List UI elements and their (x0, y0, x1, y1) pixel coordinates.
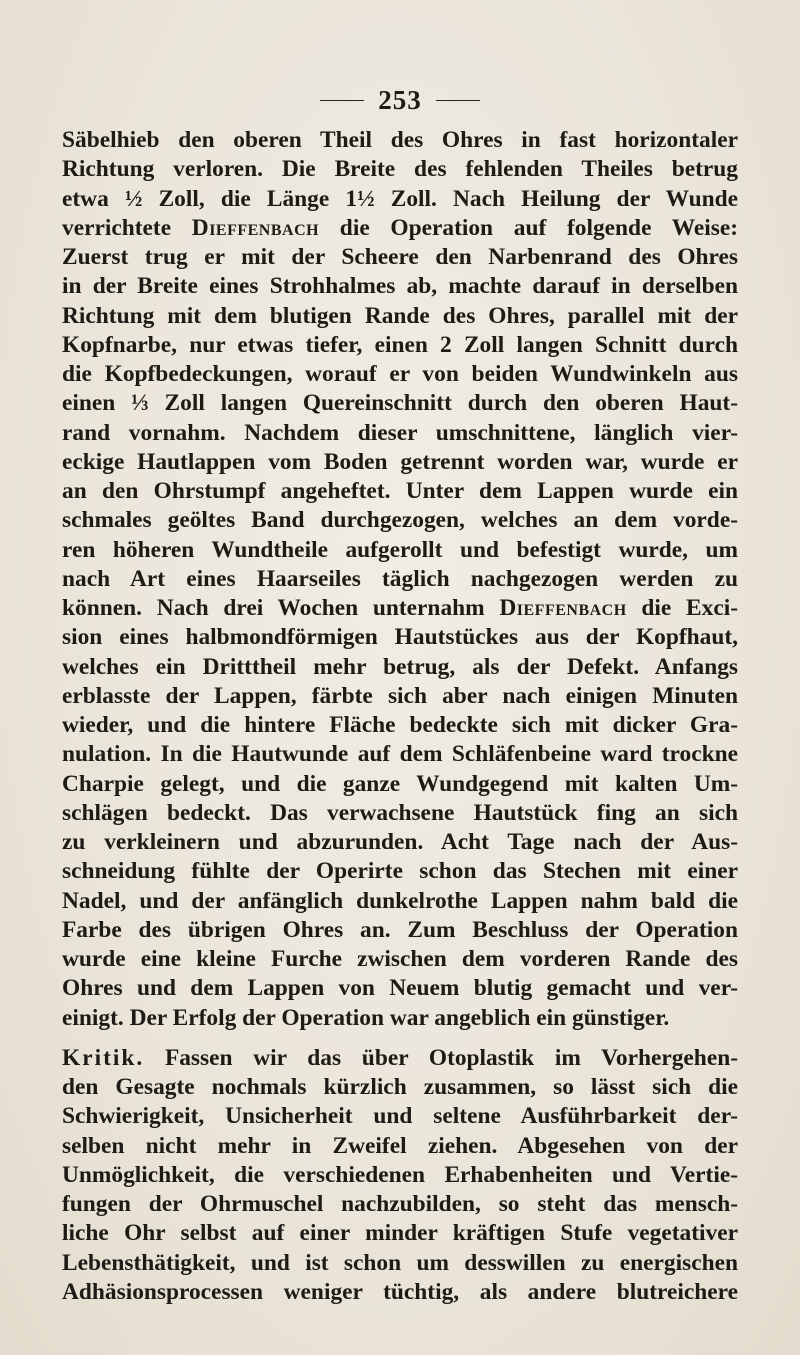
line-text: schlägen bedeckt. Das verwachsene Hautstück fing an sich (62, 799, 738, 826)
text-line (62, 243, 738, 272)
text-line (62, 974, 738, 1003)
text-line (62, 1044, 738, 1073)
line-text: an den Ohrstumpf angeheftet. Unter dem Lappen wurde ein (62, 478, 738, 504)
line-text: verrichtete (62, 214, 192, 241)
text-line (62, 799, 738, 828)
text-line (62, 1102, 738, 1131)
line-text: Schwierigkeit, Unsicherheit und seltene Ausführbarkeit der- (62, 1103, 738, 1130)
text-line (62, 272, 738, 301)
line-text: nach Art eines Haarseiles täglich nachgezogen werden zu (62, 565, 738, 592)
line-text: Farbe des übrigen Ohres an. Zum Beschluss der Operation (62, 916, 738, 943)
text-line (62, 711, 738, 740)
text-line (62, 828, 738, 857)
text-line (62, 857, 738, 886)
author-name: Dieffenbach (191, 214, 320, 241)
header-rule-right (436, 100, 480, 101)
line-text: etwa ½ Zoll, die Länge 1½ Zoll. Nach Heilung der Wunde (62, 185, 738, 212)
text-line (62, 214, 738, 243)
text-line (62, 770, 738, 799)
line-text: Ohres und dem Lappen von Neuem blutig gemacht und ver- (62, 975, 738, 1002)
text-line (62, 1132, 738, 1161)
line-text: Zuerst trug er mit der Scheere den Narbenrand des Ohres (62, 244, 738, 270)
section-heading: Kritik. (62, 1044, 145, 1071)
line-text: Kopfnarbe, nur etwas tiefer, einen 2 Zoll langen Schnitt durch (62, 331, 738, 358)
text-line (62, 331, 738, 360)
line-text: rand vornahm. Nachdem dieser umschnittene, länglich vier- (62, 419, 738, 446)
line-text: zu verkleinern und abzurunden. Acht Tage nach der Aus- (62, 829, 738, 855)
text-line (62, 916, 738, 945)
line-text: in der Breite eines Strohhalmes ab, machte darauf in derselben (62, 273, 738, 300)
line-text: wieder, und die hintere Fläche bedeckte sich mit dicker Gra- (62, 712, 738, 738)
page-header (0, 80, 800, 120)
line-text: Adhäsionsprocessen weniger tüchtig, als andere blutreichere (62, 1278, 738, 1305)
text-line (62, 1249, 738, 1278)
text-line (62, 185, 738, 214)
author-name: Dieffenbach (499, 595, 627, 621)
text-line (62, 594, 738, 623)
line-text: Fassen wir das über Otoplastik im Vorhergehen- (144, 1044, 738, 1071)
text-line (62, 419, 738, 448)
text-line (62, 302, 738, 331)
text-line (62, 682, 738, 711)
text-line (62, 1004, 738, 1033)
text-line (62, 1278, 738, 1307)
text-line (62, 477, 738, 506)
text-line (62, 1190, 738, 1219)
line-text: fungen der Ohrmuschel nachzubilden, so steht das mensch- (62, 1191, 738, 1217)
line-text: den Gesagte nochmals kürzlich zusammen, so lässt sich die (62, 1074, 738, 1100)
text-line (62, 1219, 738, 1248)
line-text: die Operation auf folgende Weise: (319, 214, 738, 241)
line-text: erblasste der Lappen, färbte sich aber nach einigen Minuten (62, 682, 738, 709)
line-text: schneidung fühlte der Operirte schon das Stechen mit einer (62, 858, 738, 885)
text-line (62, 389, 738, 418)
text-line (62, 945, 738, 974)
header-rule-left (320, 100, 364, 101)
line-text: einen ⅓ Zoll langen Quereinschnitt durch den oberen Haut- (62, 390, 738, 417)
text-line (62, 448, 738, 477)
line-text: Richtung mit dem blutigen Rande des Ohres, parallel mit der (62, 302, 738, 329)
text-line (62, 623, 738, 652)
text-line (62, 155, 738, 184)
line-text: können. Nach drei Wochen unternahm (62, 595, 500, 621)
line-text: Säbelhieb den oberen Theil des Ohres in fast horizontaler (62, 127, 738, 153)
text-line (62, 506, 738, 535)
text-line (62, 1073, 738, 1102)
line-text: welches ein Dritttheil mehr betrug, als der Defekt. Anfangs (62, 653, 738, 680)
line-text: Lebensthätigkeit, und ist schon um desswillen zu energischen (62, 1249, 738, 1276)
line-text: Charpie gelegt, und die ganze Wundgegend mit kalten Um- (62, 770, 738, 797)
body-text (62, 126, 738, 1307)
line-text: selben nicht mehr in Zweifel ziehen. Abgesehen von der (62, 1132, 738, 1159)
text-line (62, 740, 738, 769)
text-line (62, 1161, 738, 1190)
text-line (62, 126, 738, 155)
line-text: Richtung verloren. Die Breite des fehlenden Theiles betrug (62, 156, 738, 183)
text-line (62, 653, 738, 682)
line-text: einigt. Der Erfolg der Operation war angeblich ein günstiger. (62, 1004, 670, 1031)
text-line (62, 536, 738, 565)
text-line (62, 887, 738, 916)
line-text: die Exci- (626, 595, 738, 621)
line-text: eckige Hautlappen vom Boden getrennt worden war, wurde er (62, 448, 738, 475)
line-text: die Kopfbedeckungen, worauf er von beiden Wundwinkeln aus (62, 361, 738, 387)
line-text: nulation. In die Hautwunde auf dem Schläfenbeine ward trockne (62, 741, 738, 768)
text-line (62, 360, 738, 389)
line-text: ren höheren Wundtheile aufgerollt und befestigt wurde, um (62, 536, 738, 563)
text-line (62, 565, 738, 594)
line-text: liche Ohr selbst auf einer minder kräftigen Stufe vegetativer (62, 1220, 738, 1247)
page-number: 253 (378, 84, 422, 115)
line-text: schmales geöltes Band durchgezogen, welches an dem vorde- (62, 507, 738, 534)
line-text: Nadel, und der anfänglich dunkelrothe Lappen nahm bald die (62, 887, 738, 914)
line-text: sion eines halbmondförmigen Hautstückes aus der Kopfhaut, (62, 624, 738, 651)
line-text: Unmöglichkeit, die verschiedenen Erhabenheiten und Vertie- (62, 1161, 738, 1188)
line-text: wurde eine kleine Furche zwischen dem vorderen Rande des (62, 946, 738, 972)
